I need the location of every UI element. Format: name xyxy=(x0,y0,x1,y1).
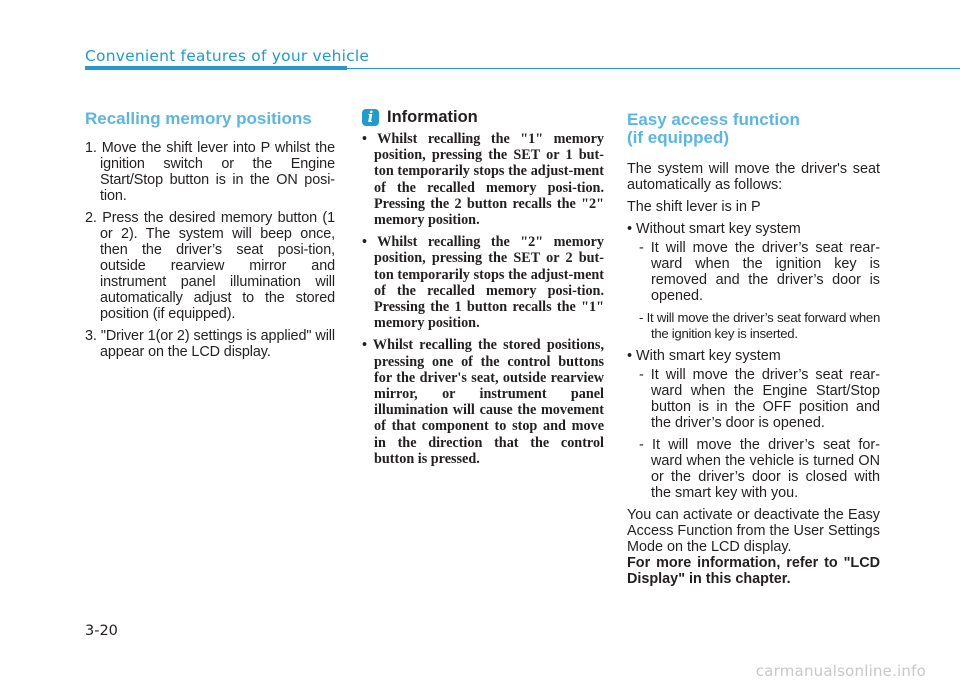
info-icon: i xyxy=(362,109,379,126)
watermark: carmanualsonline.info xyxy=(755,662,926,680)
without-key-item: - It will move the driver’s seat forward when the ignition key is inserted. xyxy=(639,310,880,341)
recall-step: 2. Press the desired memory button (1 or 2). The system will beep once, then the driver’s seat posi-tion, outside rearview mirror and instrument panel illumination will automatically adjust to the stored position (if equipped). xyxy=(85,210,335,322)
easy-access-heading-line2: (if equipped) xyxy=(627,128,729,147)
without-smart-key-bullet: • Without smart key system xyxy=(627,221,801,237)
recall-steps-list xyxy=(85,140,335,360)
section-title: Convenient features of your vehicle xyxy=(85,47,370,65)
information-bullet: • Whilst recalling the "1" memory position, pressing the SET or 1 but-ton temporarily stops the adjust-ment of the recalled memory posi-tion. Pressing the 2 button recalls the "2" memory position. xyxy=(362,131,604,229)
recall-memory-section xyxy=(85,110,335,366)
easy-access-intro: The system will move the driver's seat automatically as follows: xyxy=(627,161,880,193)
header-accent-bar xyxy=(85,66,347,70)
recall-step: 3. "Driver 1(or 2) settings is applied" will appear on the LCD display. xyxy=(85,328,335,360)
information-box xyxy=(362,110,604,473)
easy-access-heading-line1: Easy access function xyxy=(627,110,800,129)
information-list xyxy=(362,131,604,467)
easy-access-section xyxy=(627,110,880,593)
information-bullet: • Whilst recalling the stored positions, pressing one of the control buttons for the driver's seat, outside rearview mirror, or instrument panel illumination will cause the movement of that component to stop and move in the direction that the control button is pressed. xyxy=(362,337,604,467)
shift-lever-note: The shift lever is in P xyxy=(627,199,761,215)
more-info-reference: For more information, refer to "LCD Display" in this chapter. xyxy=(627,555,880,587)
easy-access-outro: You can activate or deactivate the Easy Access Function from the User Settings Mode on the LCD display. xyxy=(627,507,880,555)
header-rule xyxy=(347,68,960,69)
with-key-item: - It will move the driver’s seat rear-ward when the Engine Start/Stop button is in the OFF position and the driver’s door is opened. xyxy=(639,367,880,431)
information-title: Information xyxy=(387,108,478,126)
without-key-item: - It will move the driver’s seat rear-ward when the ignition key is removed and the driver’s door is opened. xyxy=(639,240,880,304)
information-header xyxy=(362,108,604,127)
with-key-item: - It will move the driver’s seat for-ward when the vehicle is turned ON or the driver’s door is closed with the smart key with you. xyxy=(639,437,880,501)
with-smart-key-bullet: • With smart key system xyxy=(627,348,781,364)
recall-step: 1. Move the shift lever into P whilst the ignition switch or the Engine Start/Stop button is in the ON posi-tion. xyxy=(85,140,335,204)
information-bullet: • Whilst recalling the "2" memory position, pressing the SET or 2 but-ton temporarily stops the adjust-ment of the recalled memory posi-tion. Pressing the 1 button recalls the "1" memory position. xyxy=(362,234,604,332)
page-number: 3-20 xyxy=(85,623,118,639)
recall-memory-heading: Recalling memory positions xyxy=(85,109,312,128)
easy-access-heading xyxy=(627,111,880,147)
